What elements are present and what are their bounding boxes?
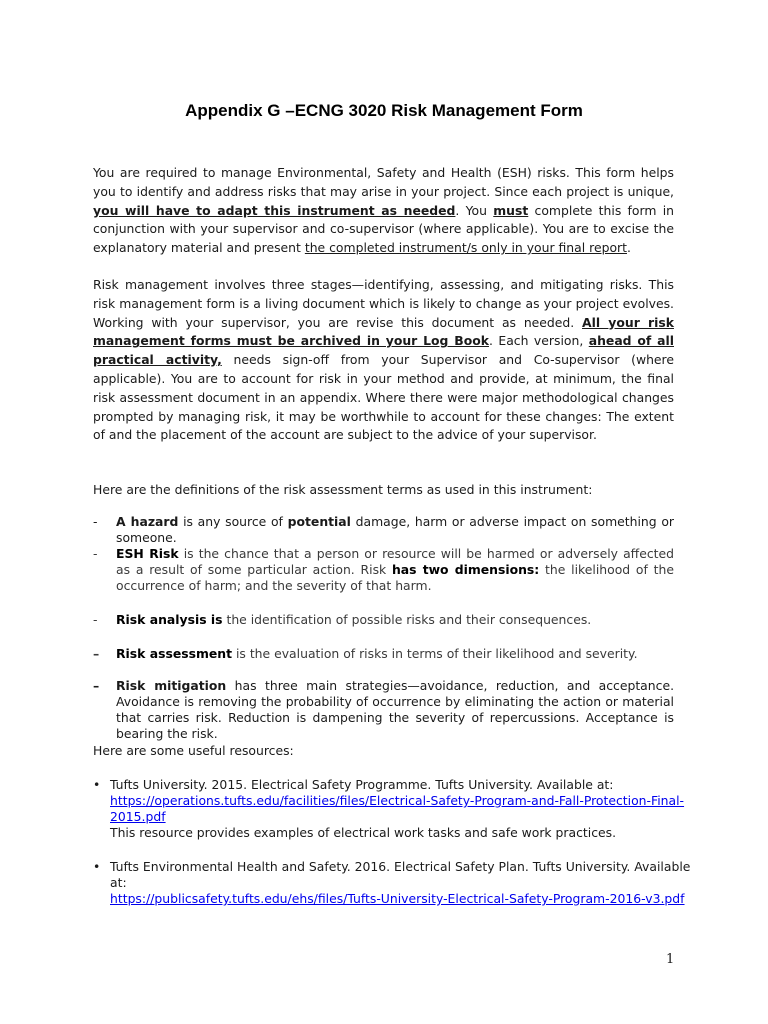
resource-item xyxy=(93,859,693,907)
emphasis-practical-activity: ahead of all practical activity, xyxy=(93,333,674,368)
definition-hazard: - A hazard is any source of potential damage, harm or adverse impact on something or someone. xyxy=(93,514,674,545)
resource-note: This resource provides examples of electrical work tasks and safe work practices. xyxy=(110,825,617,840)
definition-risk-analysis: - Risk analysis is the identification of possible risks and their consequences. xyxy=(93,612,592,627)
resource-citation: Tufts University. 2015. Electrical Safety Programme. Tufts University. Available at: xyxy=(110,777,614,792)
list-dash: - xyxy=(93,612,98,627)
bullet-icon: • xyxy=(93,777,101,792)
definition-risk-assessment: – Risk assessment is the evaluation of risks in terms of their likelihood and severity. xyxy=(93,646,638,661)
resource-link[interactable]: https://publicsafety.tufts.edu/ehs/files/Tufts-University-Electrical-Safety-Program-2016-v3.pdf xyxy=(110,891,685,906)
list-dash: - xyxy=(93,514,98,529)
page-title: Appendix G –ECNG 3020 Risk Management Form xyxy=(185,101,583,120)
definitions-intro: Here are the definitions of the risk assessment terms as used in this instrument: xyxy=(93,482,593,497)
resource-citation: Tufts Environmental Health and Safety. 2016. Electrical Safety Plan. Tufts University. Available at: xyxy=(110,859,691,890)
emphasis-final-report: the completed instrument/s only in your final report xyxy=(304,240,627,256)
emphasis-must: must xyxy=(493,202,529,218)
page-number: 1 xyxy=(666,952,675,967)
resources-intro: Here are some useful resources: xyxy=(93,743,294,758)
bullet-icon: • xyxy=(93,859,101,874)
list-dash: – xyxy=(93,646,100,661)
list-dash: - xyxy=(93,546,98,561)
emphasis-adapt: you will have to adapt this instrument as needed xyxy=(93,202,456,218)
definition-risk-mitigation: – Risk mitigation has three main strategies—avoidance, reduction, and acceptance. Avoidance is removing the probability of occurrence by eliminating the action or material that carries risk. Reduction is dampening the severity of repercussions. Acceptance is bearing the risk. xyxy=(93,678,675,741)
resource-item xyxy=(93,777,693,841)
list-dash: – xyxy=(93,678,100,693)
intro-paragraph: You are required to manage Environmental, Safety and Health (ESH) risks. This form helps you to identify and address risks that may arise in your project. Since each project is unique, you will have to adapt this instrument as needed. You must complete this form in conjunction with your supervisor and co-supervisor (where applicable). You are to excise the explanatory material and present the completed instrument/s only in your final report. xyxy=(93,165,674,256)
resource-link[interactable]: https://operations.tufts.edu/facilities/files/Electrical-Safety-Program-and-Fall-Protection-Final-2015.pdf xyxy=(110,793,685,824)
definition-esh-risk: - ESH Risk is the chance that a person or resource will be harmed or adversely affected as a result of some particular action. Risk has two dimensions: the likelihood of the occurrence of harm; and the severity of that harm. xyxy=(93,546,674,593)
emphasis-log-book: All your risk management forms must be archived in your Log Book xyxy=(93,314,674,349)
risk-management-paragraph: Risk management involves three stages—identifying, assessing, and mitigating risks. This risk management form is a living document which is likely to change as your project evolves. Working with your supervisor, you are revise this document as needed. All your risk management forms must be archived in your Log Book. Each version, ahead of all practical activity, needs sign-off from your Supervisor and Co-supervisor (where applicable). You are to account for risk in your method and provide, at minimum, the final risk assessment document in an appendix. Where there were major methodological changes prompted by managing risk, it may be worthwhile to account for these changes: The extent of and the placement of the account are subject to the advice of your supervisor. xyxy=(93,277,674,443)
